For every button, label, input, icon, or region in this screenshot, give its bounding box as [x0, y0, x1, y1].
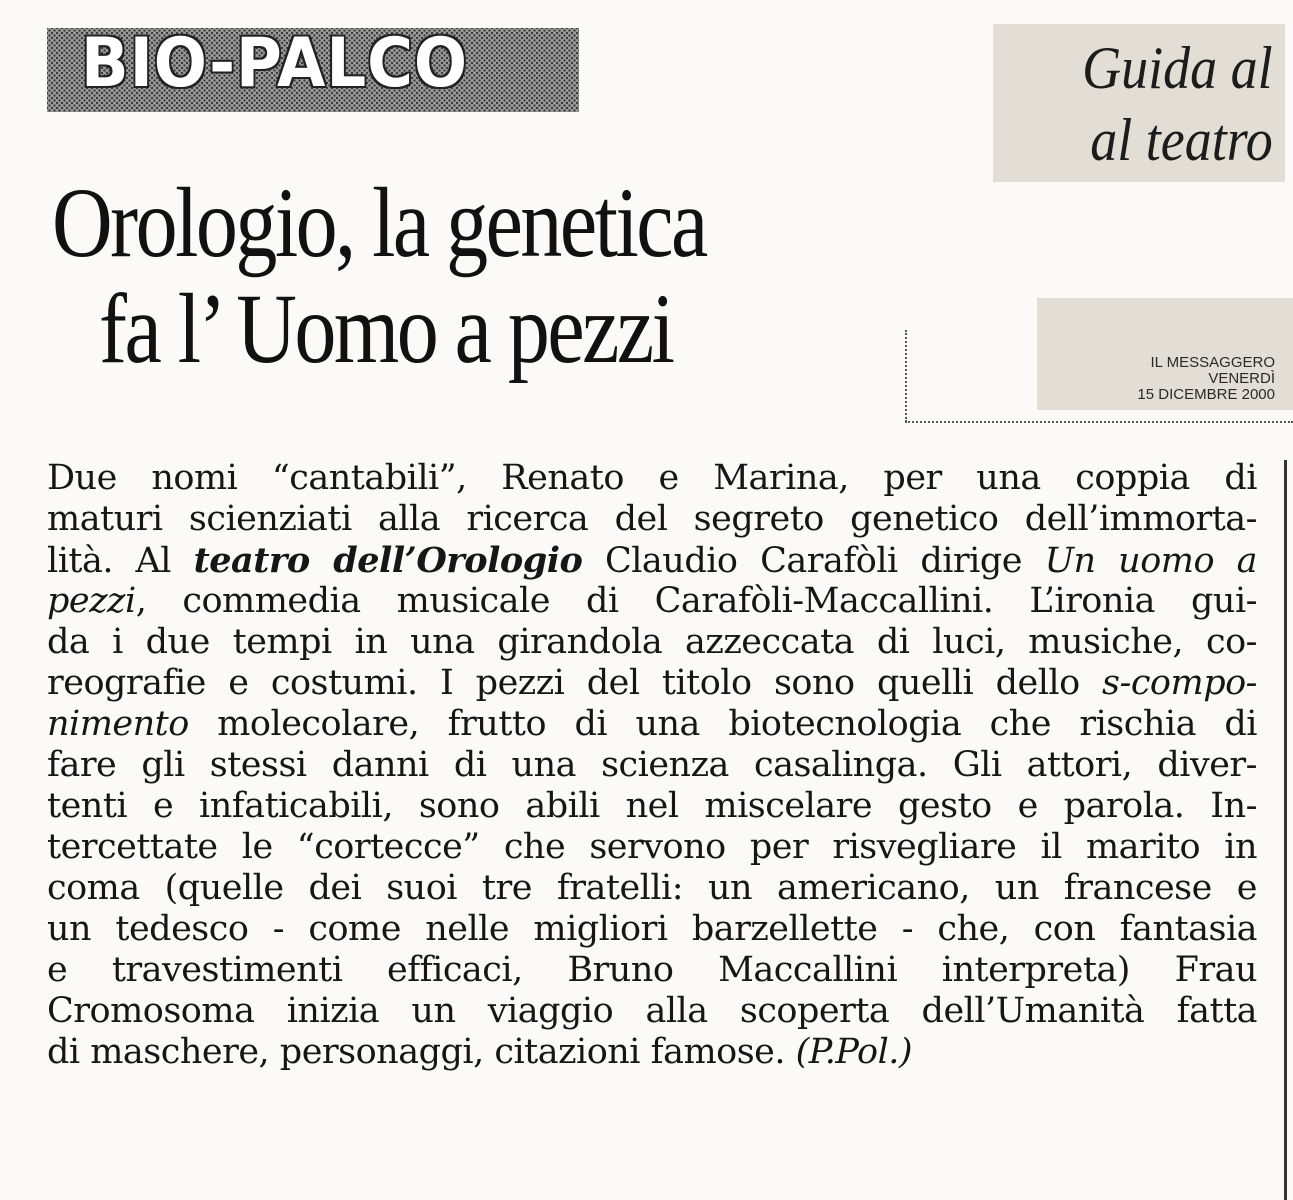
article-line — [47, 499, 1257, 540]
article-line — [47, 950, 1257, 991]
emphasis-run: nimento — [47, 704, 189, 744]
section-tag — [993, 24, 1285, 182]
text-run: Cromosoma inizia un viaggio alla scoperta dell’Umanità fatta — [47, 991, 1257, 1031]
article-body — [47, 458, 1267, 1073]
article-line — [47, 745, 1257, 786]
article-line — [47, 868, 1257, 909]
rubric-banner — [47, 24, 579, 112]
text-run: reografie e costumi. I pezzi del titolo sono quelli dello — [47, 663, 1103, 703]
headline-line-1: Orologio, la genetica — [52, 167, 706, 278]
article-line — [47, 581, 1257, 622]
source-box — [1037, 298, 1293, 410]
section-tag-line-2: al teatro — [1090, 107, 1273, 173]
text-run: tercettate le “cortecce” che servono per risvegliare il marito in — [47, 827, 1257, 867]
text-run: da i due tempi in una girandola azzeccata di luci, musiche, co- — [47, 622, 1257, 662]
rubric-label: BIO-PALCO — [81, 24, 469, 103]
article-line — [47, 663, 1257, 704]
column-rule — [1284, 460, 1287, 1200]
source-date: 15 DICEMBRE 2000 — [1137, 386, 1275, 403]
text-run: maturi scienziati alla ricerca del segreto genetico dell’immorta- — [47, 499, 1257, 539]
show-title: pezzi — [47, 581, 136, 621]
theatre-name: teatro dell’Orologio — [193, 540, 583, 581]
text-run: tenti e infaticabili, sono abili nel miscelare gesto e parola. In- — [47, 786, 1257, 826]
text-run: Due nomi “cantabili”, Renato e Marina, per una coppia di — [47, 458, 1257, 498]
source-newspaper: IL MESSAGGERO — [1150, 354, 1275, 371]
text-run: Claudio Carafòli dirige — [582, 541, 1045, 581]
cut-line-vertical — [905, 330, 907, 422]
author-signature: (P.Pol.) — [795, 1032, 913, 1072]
text-run: un tedesco - come nelle migliori barzellette - che, con fantasia — [47, 909, 1257, 949]
section-tag-line-1: Guida al — [1082, 35, 1273, 101]
text-run: , commedia musicale di Carafòli-Maccallini. L’ironia gui- — [135, 581, 1257, 621]
text-run: molecolare, frutto di una biotecnologia che rischia di — [188, 704, 1257, 744]
headline — [52, 167, 706, 384]
text-run: coma (quelle dei suoi tre fratelli: un americano, un francese e — [47, 868, 1257, 908]
article-line — [47, 1032, 1257, 1073]
text-run: fare gli stessi danni di una scienza casalinga. Gli attori, diver- — [47, 745, 1257, 785]
text-run: e travestimenti efficaci, Bruno Maccallini interpreta) Frau — [47, 950, 1257, 990]
article-line — [47, 540, 1257, 581]
headline-line-2: fa l’ Uomo a pezzi — [99, 273, 673, 384]
article-line — [47, 622, 1257, 663]
article-line — [47, 991, 1257, 1032]
article-line — [47, 458, 1257, 499]
source-weekday: VENERDÌ — [1208, 370, 1275, 387]
article-line — [47, 909, 1257, 950]
cut-line-horizontal — [905, 421, 1293, 423]
article-line — [47, 704, 1257, 745]
text-run: lità. Al — [47, 541, 194, 581]
text-run: di maschere, personaggi, citazioni famose. — [47, 1032, 796, 1072]
article-line — [47, 827, 1257, 868]
show-title: Un uomo a — [1044, 541, 1257, 581]
article-line — [47, 786, 1257, 827]
emphasis-run: s-compo- — [1102, 663, 1257, 703]
